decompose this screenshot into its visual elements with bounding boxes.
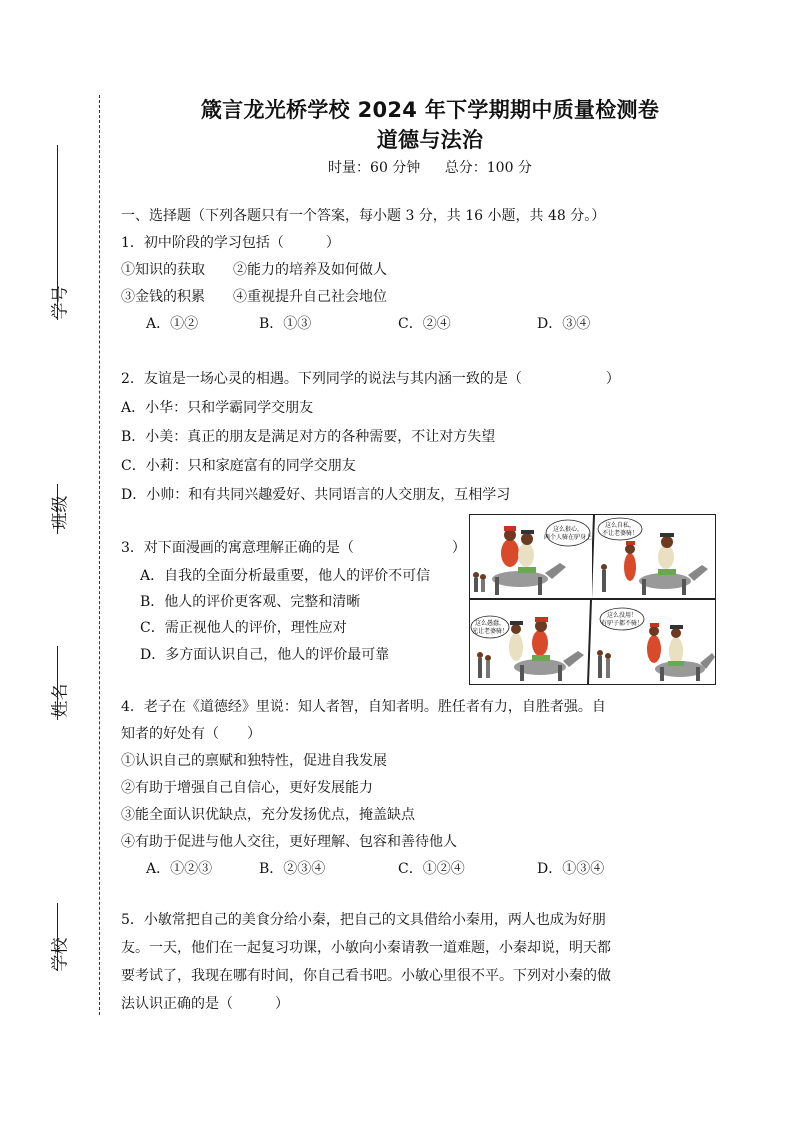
q4-item-1: ①认识自己的禀赋和独特性，促进自我发展 [121,753,387,769]
q2-option-c: C．小莉：只和家庭富有的同学交朋友 [121,458,356,474]
q1-stem: 1．初中阶段的学习包括（ ） [121,235,340,251]
q1-item-row: ③金钱的积累 ④重视提升自己社会地位 [121,289,387,305]
q3-option-c: C．需正视他人的评价，理性应对 [140,620,347,636]
comic-panel-4 [597,608,715,681]
exam-time: 时量：60 分钟 [328,160,421,176]
class-label: 班级 [50,495,71,530]
q5-line-1: 5．小敏常把自己的美食分给小秦，把自己的文具借给小秦用，两人也成为好朋 [121,912,606,928]
q5-line-4: 法认识正确的是（ ） [121,996,289,1012]
student-id-label: 学号 [50,285,71,320]
q4-option-d: D．①③④ [537,861,605,877]
comic-bubble-1-line-2: 两个人骑在驴身上 [543,534,593,541]
q5-line-2: 友。一天，他们在一起复习功课，小敏向小秦请教一道难题，小秦却说，明天都 [121,940,611,956]
exam-info [120,157,740,177]
q2-option-a: A．小华：只和学霸同学交朋友 [121,400,314,416]
q2-option-b: B．小美：真正的朋友是满足对方的各种需要，不让对方失望 [121,429,496,445]
q3-comic [469,514,716,685]
comic-bubble-2-line-2: 不让老婆骑！ [601,530,639,537]
q4-item-3: ③能全面认识优缺点，充分发扬优点，掩盖缺点 [121,807,415,823]
exam-subject: 道德与法治 [376,128,484,152]
comic-bubble-3-line-1: 这么愚蠢， [474,620,506,627]
comic-bubble-3-line-2: 光让老婆骑！ [471,628,509,635]
q4-item-2: ②有助于增强自己自信心，更好发展能力 [121,780,373,796]
comic-panel-3 [471,616,584,681]
q1-option-d: D．③④ [537,316,591,332]
exam-score: 总分：100 分 [444,160,532,176]
school-label: 学校 [50,937,71,972]
section-heading: 一、选择题（下列各题只有一个答案，每小题 3 分，共 16 小题，共 48 分。） [121,208,606,224]
q3-stem: 3．对下面漫画的寓意理解正确的是（ ） [121,540,466,556]
q2-option-d: D．小帅：和有共同兴趣爱好、共同语言的人交朋友，互相学习 [121,487,511,503]
q4-option-a: A．①②③ [146,861,213,877]
q2-stem: 2．友谊是一场心灵的相遇。下列同学的说法与其内涵一致的是（ ） [121,371,620,387]
q1-option-a: A．①② [146,316,199,332]
comic-panel-2 [598,518,708,595]
comic-panel-1 [470,515,592,598]
q3-option-b: B．他人的评价更客观、完整和清晰 [140,594,361,610]
q3-option-d: D．多方面认识自己，他人的评价最可靠 [140,647,390,663]
q1-option-b: B．①③ [259,316,312,332]
q4-stem-line-2: 知者的好处有（ ） [121,726,261,742]
exam-title: 箴言龙光桥学校 2024 年下学期期中质量检测卷 [200,98,660,122]
comic-bubble-4-line-2: 有驴子都不骑！ [600,620,644,627]
comic-bubble-2-line-1: 这么自私， [604,522,636,529]
q5-line-3: 要考试了，我现在哪有时间，你自己看书吧。小敏心里很不平。下列对小秦的做 [121,968,611,984]
q3-option-a: A．自我的全面分析最重要，他人的评价不可信 [140,568,431,584]
q4-stem-line-1: 4．老子在《道德经》里说：知人者智，自知者明。胜任者有力，自胜者强。自 [121,699,606,715]
comic-drawing [470,515,715,684]
q1-option-c: C．②④ [398,316,451,332]
binding-dashed-line [99,95,100,1015]
comic-bubble-4-line-1: 这么没用！ [606,612,638,619]
comic-bubble-1-line-1: 这么狠心， [552,526,584,533]
q4-item-4: ④有助于促进与他人交往，更好理解、包容和善待他人 [121,834,457,850]
q4-option-b: B．②③④ [259,861,326,877]
name-label: 姓名 [50,683,71,718]
q4-option-c: C．①②④ [398,861,465,877]
q1-item-row: ①知识的获取 ②能力的培养及如何做人 [121,262,387,278]
